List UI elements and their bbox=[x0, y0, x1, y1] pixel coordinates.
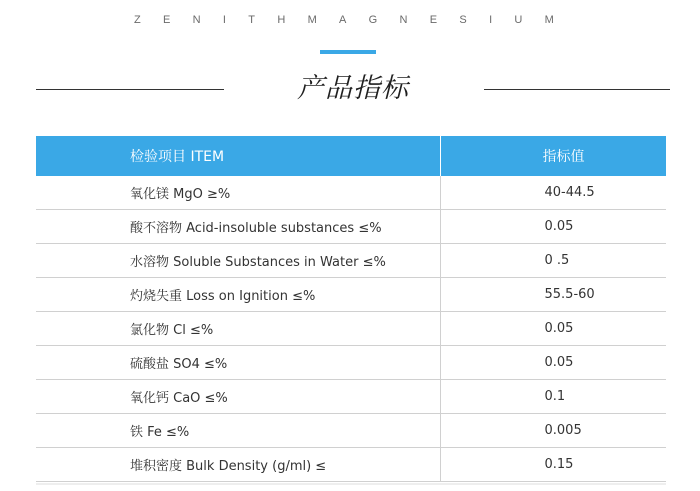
title-divider-right bbox=[484, 89, 670, 90]
item-cell: 灼烧失重 Loss on Ignition ≤% bbox=[36, 278, 440, 312]
item-cell: 氯化物 Cl ≤% bbox=[36, 312, 440, 346]
item-cell: 氧化钙 CaO ≤% bbox=[36, 380, 440, 414]
bottom-divider bbox=[36, 483, 666, 485]
title-accent-bar bbox=[320, 50, 376, 54]
value-cell: 0 .5 bbox=[440, 244, 666, 278]
value-cell: 0.05 bbox=[440, 210, 666, 244]
spec-table bbox=[36, 136, 666, 482]
column-header-value: 指标值 bbox=[440, 136, 666, 176]
item-cell: 铁 Fe ≤% bbox=[36, 414, 440, 448]
brand-letter: G bbox=[368, 14, 378, 26]
brand-letter: E bbox=[429, 14, 438, 26]
brand-letter: H bbox=[277, 14, 286, 26]
table-header-row bbox=[36, 136, 666, 176]
brand-wordmark bbox=[134, 14, 554, 26]
brand-letter: I bbox=[489, 14, 493, 26]
table-row bbox=[36, 414, 666, 448]
brand-letter: I bbox=[222, 14, 226, 26]
brand-letter: T bbox=[248, 14, 256, 26]
brand-letter: E bbox=[163, 14, 171, 26]
table-row bbox=[36, 312, 666, 346]
table-row bbox=[36, 210, 666, 244]
table-header bbox=[36, 136, 666, 176]
table-row bbox=[36, 346, 666, 380]
column-header-item: 检验项目 ITEM bbox=[36, 136, 440, 176]
table-row bbox=[36, 448, 666, 482]
item-cell: 水溶物 Soluble Substances in Water ≤% bbox=[36, 244, 440, 278]
value-cell: 0.05 bbox=[440, 346, 666, 380]
value-cell: 55.5-60 bbox=[440, 278, 666, 312]
item-cell: 硫酸盐 SO4 ≤% bbox=[36, 346, 440, 380]
brand-letter: M bbox=[544, 14, 554, 26]
value-cell: 0.1 bbox=[440, 380, 666, 414]
item-cell: 氧化镁 MgO ≥% bbox=[36, 176, 440, 210]
brand-letter: S bbox=[459, 14, 467, 26]
brand-letter: N bbox=[399, 14, 408, 26]
brand-letter: A bbox=[339, 14, 347, 26]
page-title: 产品指标 bbox=[297, 73, 409, 104]
table-row bbox=[36, 278, 666, 312]
item-cell: 酸不溶物 Acid-insoluble substances ≤% bbox=[36, 210, 440, 244]
table-row bbox=[36, 244, 666, 278]
brand-letter: U bbox=[514, 14, 523, 26]
brand-letter: N bbox=[192, 14, 201, 26]
value-cell: 0.005 bbox=[440, 414, 666, 448]
table-row bbox=[36, 176, 666, 210]
value-cell: 0.15 bbox=[440, 448, 666, 482]
value-cell: 0.05 bbox=[440, 312, 666, 346]
table-row bbox=[36, 380, 666, 414]
value-cell: 40-44.5 bbox=[440, 176, 666, 210]
title-row bbox=[36, 70, 670, 110]
brand-letter: Z bbox=[134, 14, 141, 26]
item-cell: 堆积密度 Bulk Density (g/ml) ≤ bbox=[36, 448, 440, 482]
table-body bbox=[36, 176, 666, 482]
brand-letter: M bbox=[307, 14, 317, 26]
